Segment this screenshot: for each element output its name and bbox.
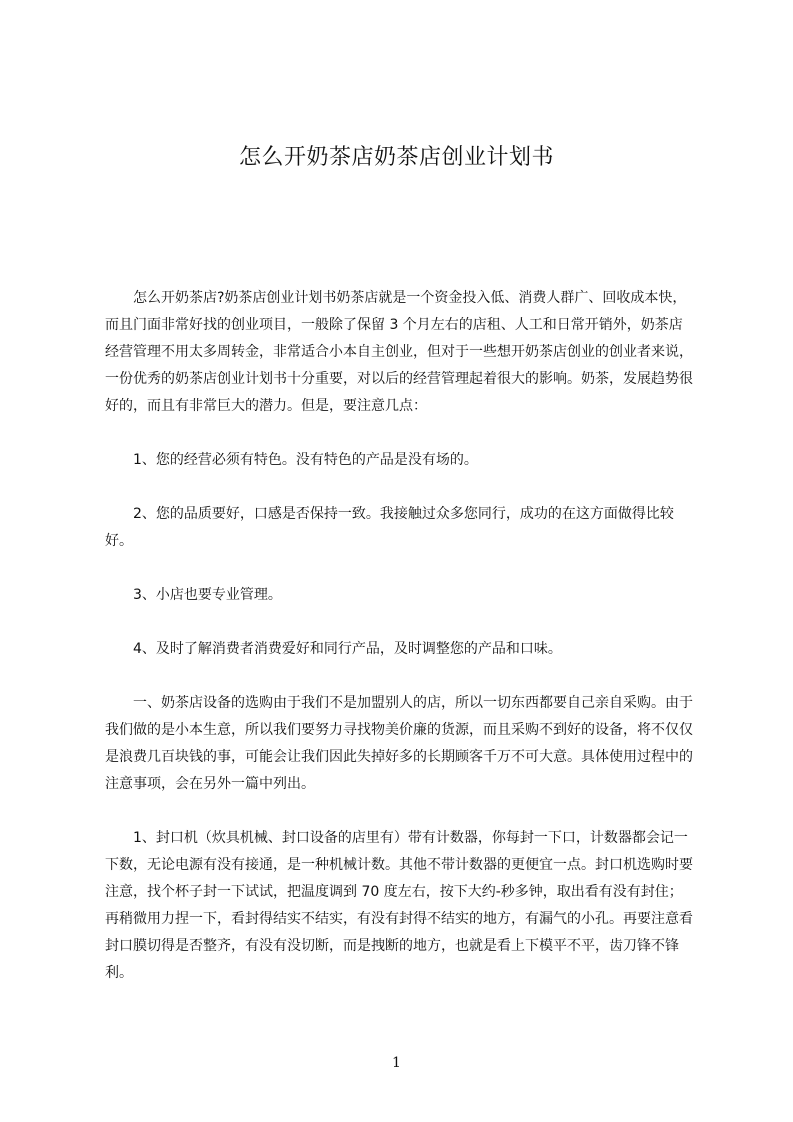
point-4-paragraph: 4、及时了解消费者消费爱好和同行产品，及时调整您的产品和口味。 xyxy=(133,641,562,657)
point-2-paragraph: 2、您的品质要好，口感是否保持一致。我接触过众多您同行，成功的在这方面做得比较好。 xyxy=(105,506,674,549)
intro-paragraph: 怎么开奶茶店?奶茶店创业计划书奶茶店就是一个资金投入低、消费人群广、回收成本快，而且门面非常好找的创业项目，一般除了保留 3 个月左右的店租、人工和日常开销外，奶茶店经营管理不用太多周转金，非常适合小本自主创业，但对于一些想开奶茶店创业的创业者来说，一份优秀的奶茶店创业计划书十分重要，对以后的经营管理起着很大的影响。奶茶，发展趋势很好的，而且有非常巨大的潜力。但是，要注意几点： xyxy=(105,290,693,414)
document-title: 怎么开奶茶店奶茶店创业计划书 xyxy=(238,145,554,170)
sealer-paragraph: 1、封口机（炊具机械、封口设备的店里有）带有计数器，你每封一下口，计数器都会记一下数，无论电源有没有接通，是一种机械计数。其他不带计数器的更便宜一点。封口机选购时要注意，找个杯子封一下试试，把温度调到 70 度左右，按下大约-秒多钟，取出看有没有封住；再稍微用力捏一下，看封得结实不结实，有没有封得不结实的地方，有漏气的小孔。再要注意看封口膜切得是否整齐，有没有没切断，而是拽断的地方，也就是看上下模平不平，齿刀锋不锋利。 xyxy=(105,830,693,981)
page-number: 1 xyxy=(392,1055,401,1071)
point-1-paragraph: 1、您的经营必须有特色。没有特色的产品是没有场的。 xyxy=(133,452,478,468)
section-1-paragraph: 一、奶茶店设备的选购由于我们不是加盟别人的店，所以一切东西都要自己亲自采购。由于我们做的是小本生意，所以我们要努力寻找物美价廉的货源，而且采购不到好的设备，将不仅仅是浪费几百块钱的事，可能会让我们因此失掉好多的长期顾客千万不可大意。具体使用过程中的注意事项，会在另外一篇中列出。 xyxy=(105,695,693,792)
document-body xyxy=(105,285,693,987)
point-3-paragraph: 3、小店也要专业管理。 xyxy=(133,587,282,603)
